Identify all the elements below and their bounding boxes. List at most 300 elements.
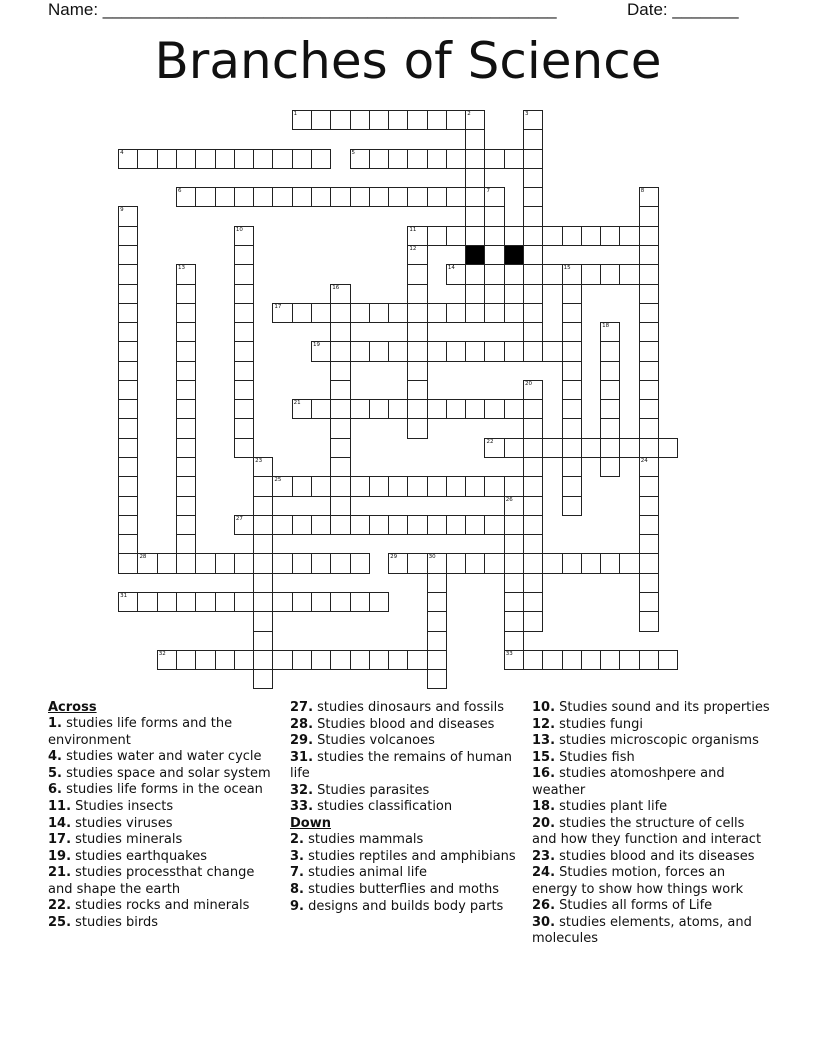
grid-cell[interactable] <box>118 399 138 419</box>
grid-cell[interactable] <box>330 457 350 477</box>
grid-cell[interactable] <box>427 187 447 207</box>
grid-cell[interactable] <box>234 361 254 381</box>
grid-cell[interactable] <box>253 149 273 169</box>
grid-cell[interactable] <box>484 206 504 226</box>
grid-cell[interactable] <box>523 438 543 458</box>
grid-cell[interactable] <box>639 399 659 419</box>
grid-cell[interactable] <box>118 284 138 304</box>
grid-cell[interactable] <box>484 284 504 304</box>
grid-cell[interactable] <box>504 399 524 419</box>
grid-cell[interactable] <box>523 168 543 188</box>
grid-cell[interactable] <box>504 226 524 246</box>
grid-cell[interactable] <box>465 149 485 169</box>
grid-cell[interactable] <box>311 187 331 207</box>
grid-cell[interactable] <box>427 573 447 593</box>
grid-cell[interactable] <box>600 399 620 419</box>
grid-cell[interactable] <box>523 187 543 207</box>
grid-cell[interactable] <box>542 226 562 246</box>
grid-cell[interactable] <box>562 399 582 419</box>
grid-cell[interactable] <box>562 361 582 381</box>
grid-cell[interactable] <box>253 534 273 554</box>
grid-cell[interactable] <box>388 187 408 207</box>
grid-cell[interactable] <box>600 457 620 477</box>
grid-cell[interactable] <box>118 264 138 284</box>
grid-cell[interactable] <box>523 341 543 361</box>
grid-cell[interactable] <box>330 187 350 207</box>
grid-cell[interactable] <box>330 380 350 400</box>
grid-cell[interactable] <box>600 418 620 438</box>
grid-cell[interactable] <box>523 206 543 226</box>
grid-cell[interactable] <box>350 399 370 419</box>
grid-cell[interactable] <box>330 438 350 458</box>
grid-cell[interactable] <box>504 149 524 169</box>
grid-cell[interactable] <box>407 341 427 361</box>
grid-cell[interactable] <box>176 515 196 535</box>
grid-cell[interactable] <box>350 110 370 130</box>
grid-cell[interactable] <box>388 303 408 323</box>
grid-cell[interactable] <box>562 650 582 670</box>
grid-cell[interactable] <box>195 187 215 207</box>
grid-cell[interactable] <box>234 303 254 323</box>
grid-cell[interactable] <box>330 650 350 670</box>
grid-cell[interactable] <box>330 592 350 612</box>
grid-cell[interactable] <box>639 341 659 361</box>
grid-cell[interactable] <box>523 496 543 516</box>
date-field[interactable]: Date: _______ <box>627 0 739 19</box>
grid-cell[interactable] <box>639 650 659 670</box>
grid-cell[interactable] <box>446 553 466 573</box>
grid-cell[interactable] <box>639 515 659 535</box>
grid-cell[interactable] <box>523 457 543 477</box>
grid-cell[interactable] <box>407 187 427 207</box>
grid-cell[interactable] <box>118 438 138 458</box>
grid-cell[interactable] <box>465 284 485 304</box>
grid-cell[interactable] <box>234 418 254 438</box>
grid-cell[interactable] <box>330 303 350 323</box>
grid-cell[interactable] <box>407 284 427 304</box>
grid-cell[interactable] <box>234 650 254 670</box>
grid-cell[interactable] <box>484 476 504 496</box>
grid-cell[interactable] <box>523 534 543 554</box>
grid-cell[interactable] <box>253 187 273 207</box>
grid-cell[interactable] <box>562 322 582 342</box>
grid-cell[interactable] <box>639 226 659 246</box>
grid-cell[interactable] <box>234 322 254 342</box>
grid-cell[interactable] <box>639 245 659 265</box>
grid-cell[interactable] <box>369 149 389 169</box>
grid-cell[interactable] <box>446 341 466 361</box>
grid-cell[interactable] <box>407 149 427 169</box>
grid-cell[interactable] <box>118 418 138 438</box>
grid-cell[interactable] <box>523 650 543 670</box>
grid-cell[interactable] <box>562 476 582 496</box>
grid-cell[interactable] <box>600 438 620 458</box>
grid-cell[interactable] <box>484 226 504 246</box>
grid-cell[interactable] <box>369 476 389 496</box>
grid-cell[interactable] <box>523 284 543 304</box>
grid-cell[interactable] <box>292 476 312 496</box>
grid-cell[interactable] <box>330 361 350 381</box>
grid-cell[interactable] <box>330 399 350 419</box>
grid-cell[interactable] <box>350 515 370 535</box>
grid-cell[interactable] <box>523 476 543 496</box>
grid-cell[interactable] <box>272 650 292 670</box>
grid-cell[interactable] <box>504 264 524 284</box>
grid-cell[interactable] <box>369 341 389 361</box>
grid-cell[interactable] <box>523 515 543 535</box>
grid-cell[interactable] <box>523 226 543 246</box>
grid-cell[interactable] <box>176 476 196 496</box>
grid-cell[interactable] <box>504 515 524 535</box>
grid-cell[interactable] <box>465 187 485 207</box>
grid-cell[interactable] <box>176 380 196 400</box>
grid-cell[interactable] <box>350 650 370 670</box>
grid-cell[interactable] <box>176 438 196 458</box>
grid-cell[interactable] <box>446 399 466 419</box>
grid-cell[interactable] <box>215 650 235 670</box>
grid-cell[interactable] <box>253 669 273 689</box>
grid-cell[interactable] <box>446 226 466 246</box>
grid-cell[interactable] <box>523 303 543 323</box>
grid-cell[interactable] <box>504 438 524 458</box>
grid-cell[interactable] <box>369 303 389 323</box>
grid-cell[interactable] <box>465 399 485 419</box>
grid-cell[interactable] <box>542 438 562 458</box>
grid-cell[interactable] <box>272 187 292 207</box>
grid-cell[interactable] <box>350 187 370 207</box>
grid-cell[interactable] <box>118 341 138 361</box>
grid-cell[interactable] <box>195 553 215 573</box>
grid-cell[interactable] <box>176 418 196 438</box>
grid-cell[interactable] <box>215 592 235 612</box>
grid-cell[interactable] <box>523 129 543 149</box>
grid-cell[interactable] <box>272 553 292 573</box>
grid-cell[interactable] <box>542 650 562 670</box>
grid-cell[interactable] <box>311 303 331 323</box>
grid-cell[interactable] <box>581 553 601 573</box>
grid-cell[interactable] <box>369 399 389 419</box>
grid-cell[interactable] <box>118 534 138 554</box>
grid-cell[interactable] <box>427 669 447 689</box>
grid-cell[interactable] <box>176 149 196 169</box>
grid-cell[interactable] <box>504 534 524 554</box>
grid-cell[interactable] <box>195 592 215 612</box>
grid-cell[interactable] <box>581 438 601 458</box>
grid-cell[interactable] <box>504 476 524 496</box>
grid-cell[interactable] <box>176 650 196 670</box>
grid-cell[interactable] <box>330 322 350 342</box>
name-field[interactable]: Name: ________________________________________________ <box>48 0 557 19</box>
grid-cell[interactable] <box>427 476 447 496</box>
grid-cell[interactable] <box>388 110 408 130</box>
grid-cell[interactable] <box>311 515 331 535</box>
grid-cell[interactable] <box>600 361 620 381</box>
grid-cell[interactable] <box>118 303 138 323</box>
grid-cell[interactable] <box>465 206 485 226</box>
grid-cell[interactable] <box>427 631 447 651</box>
grid-cell[interactable] <box>504 573 524 593</box>
grid-cell[interactable] <box>639 476 659 496</box>
grid-cell[interactable] <box>600 226 620 246</box>
grid-cell[interactable] <box>639 322 659 342</box>
grid-cell[interactable] <box>484 264 504 284</box>
grid-cell[interactable] <box>658 438 678 458</box>
grid-cell[interactable] <box>176 553 196 573</box>
grid-cell[interactable] <box>369 187 389 207</box>
grid-cell[interactable] <box>215 149 235 169</box>
grid-cell[interactable] <box>350 341 370 361</box>
grid-cell[interactable] <box>639 592 659 612</box>
grid-cell[interactable] <box>118 515 138 535</box>
grid-cell[interactable] <box>137 149 157 169</box>
grid-cell[interactable] <box>330 418 350 438</box>
grid-cell[interactable] <box>504 553 524 573</box>
grid-cell[interactable] <box>234 341 254 361</box>
grid-cell[interactable] <box>118 322 138 342</box>
grid-cell[interactable] <box>388 476 408 496</box>
grid-cell[interactable] <box>639 438 659 458</box>
grid-cell[interactable] <box>465 303 485 323</box>
grid-cell[interactable] <box>292 553 312 573</box>
grid-cell[interactable] <box>600 380 620 400</box>
grid-cell[interactable] <box>504 341 524 361</box>
grid-cell[interactable] <box>562 553 582 573</box>
grid-cell[interactable] <box>369 515 389 535</box>
grid-cell[interactable] <box>465 553 485 573</box>
grid-cell[interactable] <box>484 399 504 419</box>
grid-cell[interactable] <box>504 592 524 612</box>
grid-cell[interactable] <box>176 534 196 554</box>
grid-cell[interactable] <box>562 496 582 516</box>
grid-cell[interactable] <box>330 476 350 496</box>
grid-cell[interactable] <box>330 341 350 361</box>
grid-cell[interactable] <box>504 611 524 631</box>
grid-cell[interactable] <box>600 341 620 361</box>
grid-cell[interactable] <box>484 341 504 361</box>
grid-cell[interactable] <box>542 264 562 284</box>
grid-cell[interactable] <box>465 515 485 535</box>
grid-cell[interactable] <box>311 650 331 670</box>
grid-cell[interactable] <box>427 149 447 169</box>
grid-cell[interactable] <box>639 264 659 284</box>
grid-cell[interactable] <box>619 226 639 246</box>
grid-cell[interactable] <box>504 631 524 651</box>
grid-cell[interactable] <box>118 380 138 400</box>
grid-cell[interactable] <box>407 553 427 573</box>
grid-cell[interactable] <box>562 284 582 304</box>
grid-cell[interactable] <box>388 515 408 535</box>
grid-cell[interactable] <box>272 149 292 169</box>
grid-cell[interactable] <box>388 149 408 169</box>
grid-cell[interactable] <box>562 457 582 477</box>
grid-cell[interactable] <box>272 515 292 535</box>
grid-cell[interactable] <box>234 149 254 169</box>
grid-cell[interactable] <box>176 399 196 419</box>
grid-cell[interactable] <box>272 592 292 612</box>
grid-cell[interactable] <box>639 534 659 554</box>
grid-cell[interactable] <box>542 553 562 573</box>
grid-cell[interactable] <box>639 418 659 438</box>
grid-cell[interactable] <box>253 553 273 573</box>
grid-cell[interactable] <box>118 476 138 496</box>
grid-cell[interactable] <box>658 650 678 670</box>
grid-cell[interactable] <box>619 650 639 670</box>
grid-cell[interactable] <box>369 650 389 670</box>
grid-cell[interactable] <box>176 284 196 304</box>
grid-cell[interactable] <box>195 149 215 169</box>
grid-cell[interactable] <box>176 322 196 342</box>
grid-cell[interactable] <box>639 380 659 400</box>
grid-cell[interactable] <box>465 476 485 496</box>
grid-cell[interactable] <box>292 303 312 323</box>
grid-cell[interactable] <box>118 553 138 573</box>
grid-cell[interactable] <box>118 457 138 477</box>
grid-cell[interactable] <box>330 553 350 573</box>
grid-cell[interactable] <box>619 553 639 573</box>
grid-cell[interactable] <box>118 496 138 516</box>
grid-cell[interactable] <box>600 650 620 670</box>
grid-cell[interactable] <box>292 187 312 207</box>
grid-cell[interactable] <box>388 399 408 419</box>
grid-cell[interactable] <box>311 399 331 419</box>
grid-cell[interactable] <box>484 303 504 323</box>
grid-cell[interactable] <box>484 149 504 169</box>
grid-cell[interactable] <box>581 650 601 670</box>
grid-cell[interactable] <box>562 438 582 458</box>
grid-cell[interactable] <box>311 149 331 169</box>
grid-cell[interactable] <box>407 380 427 400</box>
grid-cell[interactable] <box>427 650 447 670</box>
grid-cell[interactable] <box>234 399 254 419</box>
grid-cell[interactable] <box>562 341 582 361</box>
grid-cell[interactable] <box>542 341 562 361</box>
grid-cell[interactable] <box>427 226 447 246</box>
grid-cell[interactable] <box>292 515 312 535</box>
grid-cell[interactable] <box>253 573 273 593</box>
grid-cell[interactable] <box>176 303 196 323</box>
grid-cell[interactable] <box>234 187 254 207</box>
grid-cell[interactable] <box>484 245 504 265</box>
grid-cell[interactable] <box>484 515 504 535</box>
grid-cell[interactable] <box>600 264 620 284</box>
grid-cell[interactable] <box>292 592 312 612</box>
grid-cell[interactable] <box>157 149 177 169</box>
grid-cell[interactable] <box>427 611 447 631</box>
grid-cell[interactable] <box>253 611 273 631</box>
grid-cell[interactable] <box>388 650 408 670</box>
grid-cell[interactable] <box>118 226 138 246</box>
grid-cell[interactable] <box>215 187 235 207</box>
grid-cell[interactable] <box>446 476 466 496</box>
grid-cell[interactable] <box>407 322 427 342</box>
grid-cell[interactable] <box>253 592 273 612</box>
grid-cell[interactable] <box>407 650 427 670</box>
grid-cell[interactable] <box>465 264 485 284</box>
grid-cell[interactable] <box>427 303 447 323</box>
grid-cell[interactable] <box>176 592 196 612</box>
grid-cell[interactable] <box>137 592 157 612</box>
grid-cell[interactable] <box>407 399 427 419</box>
grid-cell[interactable] <box>369 110 389 130</box>
grid-cell[interactable] <box>330 515 350 535</box>
grid-cell[interactable] <box>562 226 582 246</box>
grid-cell[interactable] <box>195 650 215 670</box>
grid-cell[interactable] <box>446 187 466 207</box>
grid-cell[interactable] <box>234 592 254 612</box>
grid-cell[interactable] <box>234 380 254 400</box>
grid-cell[interactable] <box>388 341 408 361</box>
grid-cell[interactable] <box>465 129 485 149</box>
grid-cell[interactable] <box>562 418 582 438</box>
grid-cell[interactable] <box>523 149 543 169</box>
grid-cell[interactable] <box>253 496 273 516</box>
grid-cell[interactable] <box>639 206 659 226</box>
grid-cell[interactable] <box>446 303 466 323</box>
grid-cell[interactable] <box>118 245 138 265</box>
grid-cell[interactable] <box>350 476 370 496</box>
grid-cell[interactable] <box>427 341 447 361</box>
grid-cell[interactable] <box>523 553 543 573</box>
grid-cell[interactable] <box>427 110 447 130</box>
grid-cell[interactable] <box>504 303 524 323</box>
grid-cell[interactable] <box>311 476 331 496</box>
grid-cell[interactable] <box>523 245 543 265</box>
grid-cell[interactable] <box>234 264 254 284</box>
grid-cell[interactable] <box>369 592 389 612</box>
grid-cell[interactable] <box>581 226 601 246</box>
grid-cell[interactable] <box>407 361 427 381</box>
grid-cell[interactable] <box>639 361 659 381</box>
grid-cell[interactable] <box>118 361 138 381</box>
grid-cell[interactable] <box>562 380 582 400</box>
grid-cell[interactable] <box>484 553 504 573</box>
grid-cell[interactable] <box>157 553 177 573</box>
grid-cell[interactable] <box>234 245 254 265</box>
grid-cell[interactable] <box>427 515 447 535</box>
grid-cell[interactable] <box>523 322 543 342</box>
grid-cell[interactable] <box>407 110 427 130</box>
grid-cell[interactable] <box>330 110 350 130</box>
grid-cell[interactable] <box>639 284 659 304</box>
grid-cell[interactable] <box>234 553 254 573</box>
grid-cell[interactable] <box>523 264 543 284</box>
grid-cell[interactable] <box>427 592 447 612</box>
grid-cell[interactable] <box>350 553 370 573</box>
grid-cell[interactable] <box>253 631 273 651</box>
grid-cell[interactable] <box>234 284 254 304</box>
grid-cell[interactable] <box>465 226 485 246</box>
grid-cell[interactable] <box>523 592 543 612</box>
grid-cell[interactable] <box>562 303 582 323</box>
grid-cell[interactable] <box>292 650 312 670</box>
grid-cell[interactable] <box>253 650 273 670</box>
grid-cell[interactable] <box>253 476 273 496</box>
grid-cell[interactable] <box>176 341 196 361</box>
grid-cell[interactable] <box>407 476 427 496</box>
grid-cell[interactable] <box>523 418 543 438</box>
grid-cell[interactable] <box>350 592 370 612</box>
grid-cell[interactable] <box>619 438 639 458</box>
grid-cell[interactable] <box>639 611 659 631</box>
grid-cell[interactable] <box>581 264 601 284</box>
grid-cell[interactable] <box>523 573 543 593</box>
grid-cell[interactable] <box>176 361 196 381</box>
grid-cell[interactable] <box>157 592 177 612</box>
grid-cell[interactable] <box>427 399 447 419</box>
grid-cell[interactable] <box>234 438 254 458</box>
grid-cell[interactable] <box>639 496 659 516</box>
grid-cell[interactable] <box>311 553 331 573</box>
